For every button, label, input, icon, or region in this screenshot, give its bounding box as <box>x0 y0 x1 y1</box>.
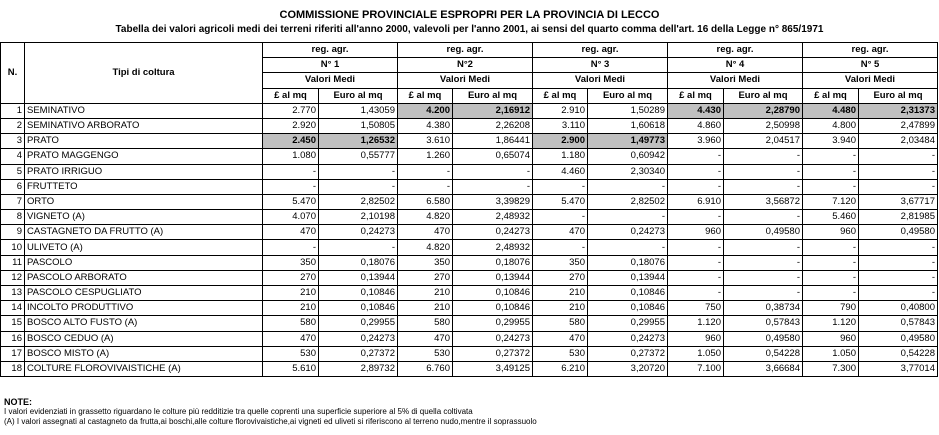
lire-value: 1.050 <box>803 346 859 361</box>
region-number: N°2 <box>398 58 533 73</box>
lire-value: 790 <box>803 301 859 316</box>
lire-value: 470 <box>533 331 588 346</box>
euro-value: 2,47899 <box>859 118 938 133</box>
euro-value: - <box>859 179 938 194</box>
crop-type: FRUTTETO <box>25 179 263 194</box>
lire-value: - <box>263 179 319 194</box>
euro-value: 2,28790 <box>724 103 803 118</box>
euro-value: 0,49580 <box>859 331 938 346</box>
euro-value: 3,20720 <box>588 361 668 376</box>
euro-value: 2,50998 <box>724 118 803 133</box>
euro-value: - <box>319 179 398 194</box>
lire-value: 5.610 <box>263 361 319 376</box>
row-number: 4 <box>1 149 25 164</box>
euro-value: 0,10846 <box>588 301 668 316</box>
euro-value: 0,18076 <box>319 255 398 270</box>
lire-value: 470 <box>398 331 453 346</box>
crop-type: PRATO MAGGENGO <box>25 149 263 164</box>
lire-value: - <box>803 255 859 270</box>
note-line: I valori evidenziati in grassetto riguardano le colture più redditizie tra quelle coprenti una superficie superiore al 5% di quella coltivata <box>4 407 473 416</box>
euro-value: 1,49773 <box>588 134 668 149</box>
euro-value: - <box>724 210 803 225</box>
euro-value: 2,48932 <box>453 210 533 225</box>
region-label: reg. agr. <box>803 43 938 58</box>
row-number: 5 <box>1 164 25 179</box>
lire-value: 6.580 <box>398 194 453 209</box>
euro-value: 0,27372 <box>319 346 398 361</box>
lire-value: 7.300 <box>803 361 859 376</box>
euro-value: - <box>588 210 668 225</box>
lire-value: - <box>398 179 453 194</box>
euro-value: - <box>453 179 533 194</box>
region-number: N° 5 <box>803 58 938 73</box>
notes-title: NOTE: <box>4 397 32 407</box>
lire-value: 960 <box>668 331 724 346</box>
lire-header: £ al mq <box>263 88 319 103</box>
lire-value: - <box>668 270 724 285</box>
lire-value: 7.100 <box>668 361 724 376</box>
euro-value: - <box>724 286 803 301</box>
lire-value: 4.800 <box>803 118 859 133</box>
region-number: N° 3 <box>533 58 668 73</box>
row-number: 9 <box>1 225 25 240</box>
lire-value: 1.260 <box>398 149 453 164</box>
lire-header: £ al mq <box>533 88 588 103</box>
lire-value: - <box>263 240 319 255</box>
row-number: 17 <box>1 346 25 361</box>
table-row <box>1 255 938 270</box>
lire-value: 470 <box>533 225 588 240</box>
lire-value: 580 <box>398 316 453 331</box>
table-row <box>1 103 938 118</box>
lire-value: 270 <box>398 270 453 285</box>
euro-value: 1,26532 <box>319 134 398 149</box>
row-number: 1 <box>1 103 25 118</box>
euro-value: 0,27372 <box>453 346 533 361</box>
crop-type: PRATO <box>25 134 263 149</box>
crop-type: PASCOLO ARBORATO <box>25 270 263 285</box>
table-row <box>1 270 938 285</box>
euro-value: 1,43059 <box>319 103 398 118</box>
crop-type: COLTURE FLOROVIVAISTICHE (A) <box>25 361 263 376</box>
euro-value: 3,77014 <box>859 361 938 376</box>
crop-type: ULIVETO (A) <box>25 240 263 255</box>
table-row <box>1 225 938 240</box>
row-number: 8 <box>1 210 25 225</box>
euro-value: 2,04517 <box>724 134 803 149</box>
lire-value: 6.760 <box>398 361 453 376</box>
lire-value: 3.960 <box>668 134 724 149</box>
region-label: reg. agr. <box>398 43 533 58</box>
euro-value: - <box>588 179 668 194</box>
crop-type: VIGNETO (A) <box>25 210 263 225</box>
lire-value: 210 <box>533 301 588 316</box>
lire-value: 210 <box>398 301 453 316</box>
crop-type: ORTO <box>25 194 263 209</box>
euro-value: 0,60942 <box>588 149 668 164</box>
euro-value: 3,67717 <box>859 194 938 209</box>
euro-value: 0,10846 <box>319 286 398 301</box>
euro-value: - <box>859 286 938 301</box>
euro-value: 1,86441 <box>453 134 533 149</box>
table-row <box>1 346 938 361</box>
row-number: 12 <box>1 270 25 285</box>
lire-value: - <box>668 286 724 301</box>
table-row <box>1 210 938 225</box>
lire-value: - <box>803 270 859 285</box>
euro-header: Euro al mq <box>319 88 398 103</box>
euro-value: 3,49125 <box>453 361 533 376</box>
lire-value: 6.210 <box>533 361 588 376</box>
lire-value: 2.920 <box>263 118 319 133</box>
lire-value: 580 <box>533 316 588 331</box>
lire-value: 2.770 <box>263 103 319 118</box>
region-number: N° 4 <box>668 58 803 73</box>
lire-value: 470 <box>263 331 319 346</box>
euro-header: Euro al mq <box>453 88 533 103</box>
lire-value: 530 <box>398 346 453 361</box>
lire-value: 210 <box>263 286 319 301</box>
euro-value: 0,57843 <box>859 316 938 331</box>
valori-medi-label: Valori Medi <box>533 73 668 88</box>
lire-value: 4.200 <box>398 103 453 118</box>
table-row <box>1 286 938 301</box>
lire-value: - <box>668 210 724 225</box>
row-number: 18 <box>1 361 25 376</box>
euro-value: 2,82502 <box>319 194 398 209</box>
note-line: (A) I valori assegnati al castagneto da frutta,ai boschi,alle colture florovivaistiche,ai vigneti ed uliveti si riferiscono al terreno nudo,mentre il soprassuolo <box>4 417 537 426</box>
crop-type: PRATO IRRIGUO <box>25 164 263 179</box>
table-row <box>1 118 938 133</box>
euro-value: - <box>859 270 938 285</box>
row-number: 7 <box>1 194 25 209</box>
euro-value: 0,10846 <box>453 286 533 301</box>
lire-value: 210 <box>263 301 319 316</box>
lire-value: 470 <box>263 225 319 240</box>
lire-value: 210 <box>533 286 588 301</box>
euro-value: 2,48932 <box>453 240 533 255</box>
euro-value: 2,03484 <box>859 134 938 149</box>
lire-value: 580 <box>263 316 319 331</box>
table-row <box>1 149 938 164</box>
euro-value: 0,54228 <box>859 346 938 361</box>
valori-medi-label: Valori Medi <box>803 73 938 88</box>
lire-value: 5.470 <box>263 194 319 209</box>
euro-value: 2,16912 <box>453 103 533 118</box>
lire-value: 1.180 <box>533 149 588 164</box>
euro-value: 0,57843 <box>724 316 803 331</box>
euro-value: - <box>724 164 803 179</box>
lire-value: - <box>398 164 453 179</box>
lire-value: 1.080 <box>263 149 319 164</box>
lire-value: - <box>803 149 859 164</box>
lire-value: 3.110 <box>533 118 588 133</box>
crop-type: BOSCO MISTO (A) <box>25 346 263 361</box>
valori-medi-label: Valori Medi <box>263 73 398 88</box>
lire-value: 350 <box>533 255 588 270</box>
lire-value: 530 <box>533 346 588 361</box>
lire-value: - <box>263 164 319 179</box>
region-label: reg. agr. <box>263 43 398 58</box>
euro-value: 0,65074 <box>453 149 533 164</box>
crop-type: BOSCO ALTO FUSTO (A) <box>25 316 263 331</box>
lire-value: 2.910 <box>533 103 588 118</box>
lire-value: - <box>803 179 859 194</box>
lire-value: 270 <box>533 270 588 285</box>
euro-value: 0,24273 <box>588 331 668 346</box>
row-number: 2 <box>1 118 25 133</box>
euro-value: 0,38734 <box>724 301 803 316</box>
lire-value: - <box>533 240 588 255</box>
table-row <box>1 301 938 316</box>
euro-value: 2,30340 <box>588 164 668 179</box>
lire-value: 4.820 <box>398 210 453 225</box>
lire-value: 960 <box>668 225 724 240</box>
euro-value: 0,18076 <box>453 255 533 270</box>
table-row <box>1 240 938 255</box>
crop-type: INCOLTO PRODUTTIVO <box>25 301 263 316</box>
lire-value: 960 <box>803 225 859 240</box>
lire-header: £ al mq <box>398 88 453 103</box>
euro-value: 0,55777 <box>319 149 398 164</box>
lire-value: 5.460 <box>803 210 859 225</box>
euro-value: 0,27372 <box>588 346 668 361</box>
euro-value: 2,82502 <box>588 194 668 209</box>
lire-value: 4.430 <box>668 103 724 118</box>
document-title: COMMISSIONE PROVINCIALE ESPROPRI PER LA PROVINCIA DI LECCO <box>279 9 660 21</box>
crop-type: CASTAGNETO DA FRUTTO (A) <box>25 225 263 240</box>
euro-value: 0,24273 <box>588 225 668 240</box>
euro-value: 0,40800 <box>859 301 938 316</box>
euro-value: 2,81985 <box>859 210 938 225</box>
euro-value: 0,29955 <box>453 316 533 331</box>
euro-value: 0,10846 <box>453 301 533 316</box>
euro-value: 0,29955 <box>588 316 668 331</box>
region-number: N° 1 <box>263 58 398 73</box>
table-row <box>1 331 938 346</box>
table-row <box>1 361 938 376</box>
valori-medi-label: Valori Medi <box>668 73 803 88</box>
lire-header: £ al mq <box>668 88 724 103</box>
lire-value: 4.820 <box>398 240 453 255</box>
crop-type: PASCOLO <box>25 255 263 270</box>
lire-value: - <box>668 164 724 179</box>
lire-value: 2.450 <box>263 134 319 149</box>
lire-value: 470 <box>398 225 453 240</box>
euro-value: - <box>588 240 668 255</box>
table-row <box>1 179 938 194</box>
col-header-n: N. <box>1 43 25 104</box>
lire-value: - <box>803 164 859 179</box>
euro-value: 2,89732 <box>319 361 398 376</box>
lire-value: 3.940 <box>803 134 859 149</box>
euro-value: - <box>859 240 938 255</box>
euro-value: 0,24273 <box>319 225 398 240</box>
lire-value: 5.470 <box>533 194 588 209</box>
notes-section <box>4 397 537 427</box>
row-number: 3 <box>1 134 25 149</box>
lire-value: - <box>533 210 588 225</box>
lire-value: 4.860 <box>668 118 724 133</box>
euro-value: 1,60618 <box>588 118 668 133</box>
euro-value: 0,24273 <box>453 331 533 346</box>
crop-type: SEMINATIVO ARBORATO <box>25 118 263 133</box>
row-number: 10 <box>1 240 25 255</box>
euro-value: 2,10198 <box>319 210 398 225</box>
euro-value: 2,31373 <box>859 103 938 118</box>
lire-value: 1.120 <box>668 316 724 331</box>
row-number: 6 <box>1 179 25 194</box>
lire-value: - <box>668 255 724 270</box>
euro-value: - <box>859 164 938 179</box>
euro-value: - <box>724 240 803 255</box>
lire-value: 1.050 <box>668 346 724 361</box>
euro-value: - <box>319 240 398 255</box>
euro-header: Euro al mq <box>588 88 668 103</box>
table-row <box>1 134 938 149</box>
lire-value: 4.460 <box>533 164 588 179</box>
row-number: 13 <box>1 286 25 301</box>
row-number: 14 <box>1 301 25 316</box>
euro-value: 0,29955 <box>319 316 398 331</box>
lire-value: 2.900 <box>533 134 588 149</box>
lire-value: - <box>668 240 724 255</box>
euro-header: Euro al mq <box>859 88 938 103</box>
crop-type: PASCOLO CESPUGLIATO <box>25 286 263 301</box>
euro-value: 0,13944 <box>319 270 398 285</box>
euro-value: - <box>724 149 803 164</box>
euro-value: - <box>724 270 803 285</box>
region-label: reg. agr. <box>668 43 803 58</box>
table-row <box>1 194 938 209</box>
euro-header: Euro al mq <box>724 88 803 103</box>
lire-value: 7.120 <box>803 194 859 209</box>
lire-value: 960 <box>803 331 859 346</box>
euro-value: 0,24273 <box>319 331 398 346</box>
crop-type: BOSCO CEDUO (A) <box>25 331 263 346</box>
values-table <box>0 42 938 377</box>
crop-type: SEMINATIVO <box>25 103 263 118</box>
euro-value: 0,13944 <box>453 270 533 285</box>
row-number: 11 <box>1 255 25 270</box>
table-row <box>1 316 938 331</box>
euro-value: 2,26208 <box>453 118 533 133</box>
row-number: 16 <box>1 331 25 346</box>
lire-value: 4.380 <box>398 118 453 133</box>
lire-value: 210 <box>398 286 453 301</box>
euro-value: - <box>319 164 398 179</box>
lire-value: 270 <box>263 270 319 285</box>
euro-value: - <box>453 164 533 179</box>
euro-value: 0,13944 <box>588 270 668 285</box>
euro-value: 0,49580 <box>724 331 803 346</box>
lire-value: 350 <box>263 255 319 270</box>
euro-value: 0,18076 <box>588 255 668 270</box>
euro-value: 3,39829 <box>453 194 533 209</box>
euro-value: 0,54228 <box>724 346 803 361</box>
lire-value: 530 <box>263 346 319 361</box>
euro-value: 1,50289 <box>588 103 668 118</box>
lire-value: 6.910 <box>668 194 724 209</box>
valori-medi-label: Valori Medi <box>398 73 533 88</box>
lire-value: - <box>803 240 859 255</box>
lire-header: £ al mq <box>803 88 859 103</box>
row-number: 15 <box>1 316 25 331</box>
euro-value: - <box>859 255 938 270</box>
lire-value: - <box>533 179 588 194</box>
col-header-tipi: Tipi di coltura <box>25 43 263 104</box>
lire-value: - <box>668 149 724 164</box>
lire-value: 3.610 <box>398 134 453 149</box>
euro-value: - <box>724 255 803 270</box>
lire-value: 350 <box>398 255 453 270</box>
document-subtitle: Tabella dei valori agricoli medi dei terreni riferiti all'anno 2000, valevoli per l'anno 2001, ai sensi del quarto comma dell'art. 16 della Legge n° 865/1971 <box>115 24 824 35</box>
euro-value: 0,24273 <box>453 225 533 240</box>
euro-value: 0,10846 <box>588 286 668 301</box>
euro-value: 1,50805 <box>319 118 398 133</box>
euro-value: 3,66684 <box>724 361 803 376</box>
table-row <box>1 164 938 179</box>
lire-value: 4.070 <box>263 210 319 225</box>
lire-value: 4.480 <box>803 103 859 118</box>
euro-value: - <box>724 179 803 194</box>
region-label: reg. agr. <box>533 43 668 58</box>
euro-value: 0,49580 <box>859 225 938 240</box>
euro-value: 0,10846 <box>319 301 398 316</box>
lire-value: - <box>803 286 859 301</box>
euro-value: - <box>859 149 938 164</box>
lire-value: 1.120 <box>803 316 859 331</box>
euro-value: 3,56872 <box>724 194 803 209</box>
euro-value: 0,49580 <box>724 225 803 240</box>
lire-value: 750 <box>668 301 724 316</box>
lire-value: - <box>668 179 724 194</box>
